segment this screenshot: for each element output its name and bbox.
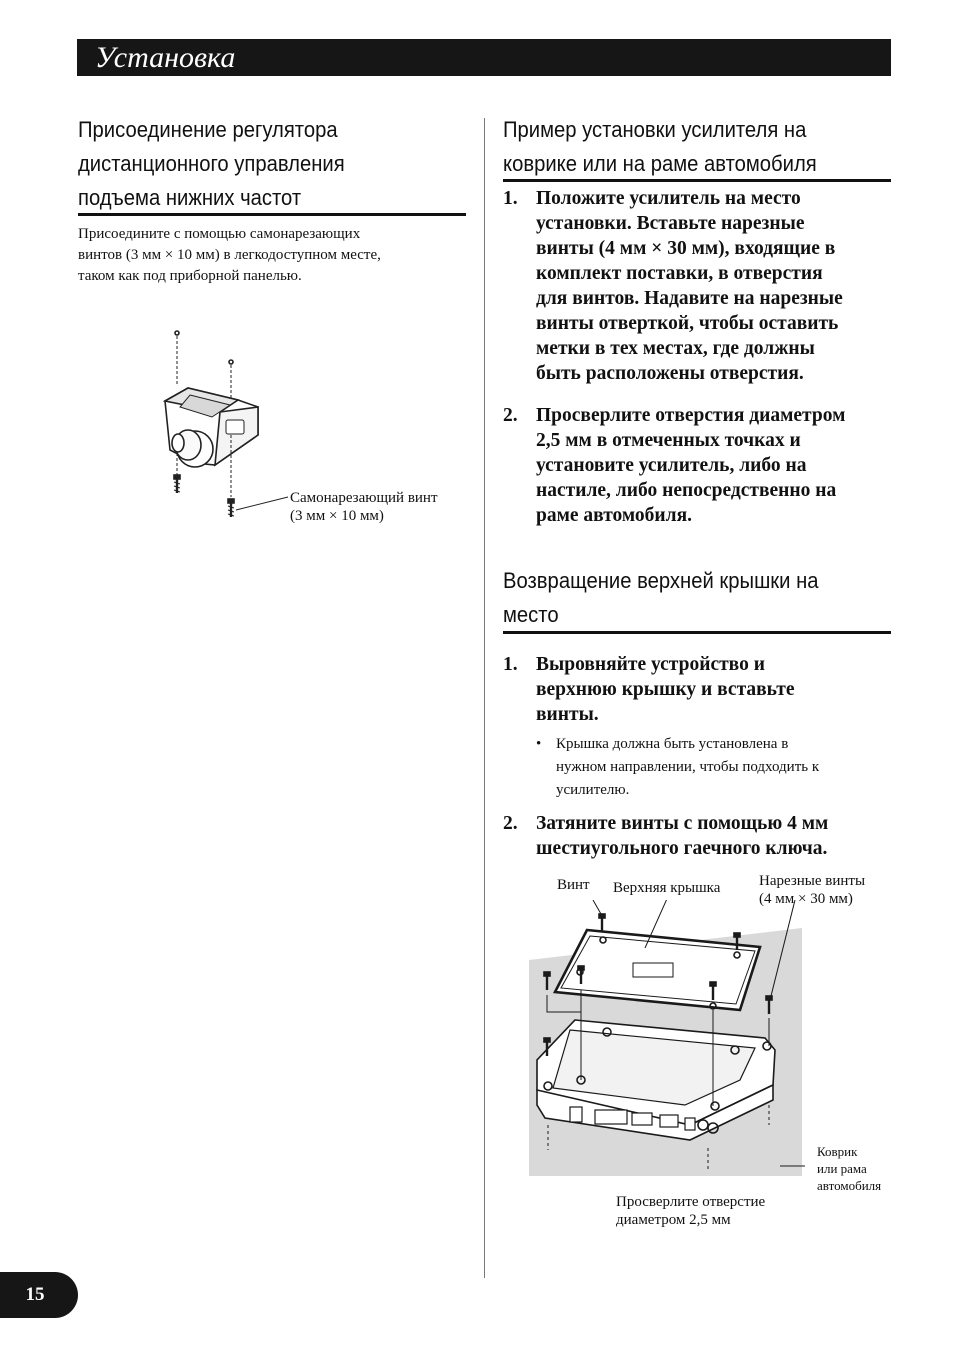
step-line: Затяните винты с помощью 4 мм — [536, 813, 829, 834]
step-number: 1. — [503, 654, 518, 675]
label-line: (4 мм × 30 мм) — [759, 891, 853, 907]
page-number: 15 — [25, 1284, 45, 1305]
label-line: или рама — [817, 1161, 867, 1176]
note-bullet — [536, 733, 896, 802]
paragraph-line: таком как под приборной панелью. — [78, 268, 302, 284]
label-line: автомобиля — [817, 1178, 882, 1193]
heading-line: Присоединение регулятора — [78, 117, 338, 142]
heading-line: коврике или на раме автомобиля — [503, 151, 817, 176]
heading-rule — [78, 213, 466, 216]
section2-step-2 — [503, 811, 903, 866]
heading-rule — [503, 631, 891, 634]
screw-label: Винт — [557, 877, 590, 893]
step-line: быть расположены отверстия. — [536, 363, 804, 384]
floor-mat-label — [817, 1143, 881, 1194]
section1-step-1 — [503, 186, 903, 391]
page-title: Установка — [95, 41, 236, 74]
label-line: Коврик — [817, 1144, 858, 1159]
step-line: комплект поставки, в отверстия — [536, 263, 823, 284]
heading-line: подъема нижних частот — [78, 185, 302, 210]
remote-controller-illustration — [150, 325, 290, 520]
step-line: 2,5 мм в отмеченных точках и — [536, 430, 801, 451]
step-line: раме автомобиля. — [536, 505, 693, 526]
step-number: 2. — [503, 813, 518, 834]
step-line: для винтов. Надавите на нарезные — [536, 288, 843, 309]
tapping-screws-label — [759, 872, 865, 908]
step-line: винты (4 мм × 30 мм), входящие в — [536, 238, 836, 259]
left-paragraph — [78, 224, 468, 287]
section1-step-2 — [503, 403, 903, 533]
step-line: винты отверткой, чтобы оставить — [536, 313, 839, 334]
screw-icon — [174, 475, 180, 493]
screw-icon — [228, 499, 234, 517]
step-line: настиле, либо непосредственно на — [536, 480, 837, 501]
step-line: установки. Вставьте нарезные — [536, 213, 805, 234]
bullet-line: Крышка должна быть установлена в — [556, 736, 789, 752]
screw-icon — [599, 914, 605, 932]
heading-line: дистанционного управления — [78, 151, 345, 176]
heading-rule — [503, 179, 891, 182]
bullet-mark: • — [536, 736, 542, 752]
step-line: Положите усилитель на место — [536, 188, 801, 209]
drill-hole-label — [616, 1193, 765, 1229]
step-line: установите усилитель, либо на — [536, 455, 807, 476]
bullet-line: нужном направлении, чтобы подходить к — [556, 759, 820, 775]
page-header — [77, 39, 891, 76]
step-line: верхнюю крышку и вставьте — [536, 679, 795, 700]
amplifier-illustration — [515, 900, 815, 1190]
self-tapping-screw-label — [290, 489, 438, 525]
label-line: Самонарезающий винт — [290, 490, 438, 506]
section2-heading — [503, 564, 903, 632]
step-line: винты. — [536, 704, 599, 725]
page-number-tab — [0, 1272, 78, 1318]
label-line: диаметром 2,5 мм — [616, 1212, 731, 1228]
bullet-line: усилителю. — [556, 782, 630, 798]
step-number: 2. — [503, 405, 518, 426]
heading-line: Возвращение верхней крышки на — [503, 568, 819, 593]
section2-step-1 — [503, 652, 903, 732]
left-heading — [78, 113, 478, 215]
section1-heading — [503, 113, 903, 181]
step-line: шестиугольного гаечного ключа. — [536, 838, 828, 859]
label-line: Нарезные винты — [759, 873, 866, 889]
heading-line: Пример установки усилителя на — [503, 117, 807, 142]
step-number: 1. — [503, 188, 518, 209]
top-cover-label: Верхняя крышка — [613, 880, 721, 896]
label-line: (3 мм × 10 мм) — [290, 508, 384, 524]
paragraph-line: винтов (3 мм × 10 мм) в легкодоступном месте, — [78, 247, 381, 263]
paragraph-line: Присоедините с помощью самонарезающих — [78, 226, 361, 242]
step-line: Выровняйте устройство и — [536, 654, 765, 675]
heading-line: место — [503, 602, 559, 627]
step-line: Просверлите отверстия диаметром — [536, 405, 846, 426]
label-line: Просверлите отверстие — [616, 1194, 766, 1210]
column-divider — [484, 118, 485, 1278]
step-line: метки в тех местах, где должны — [536, 338, 815, 359]
